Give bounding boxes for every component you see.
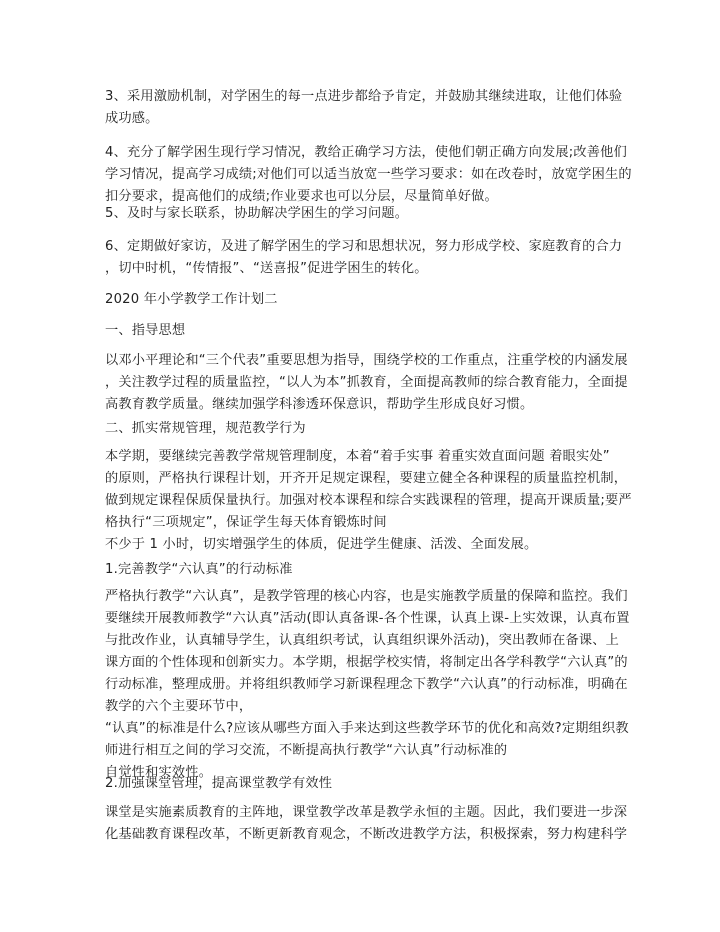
text-line: 本学期，要继续完善教学常规管理制度，本着“着手实事 着重实效直面问题 着眼实处” [105,449,610,464]
text-line: 师进行相互之间的学习交流，不断提高执行教学“六认真”行动标准的 [105,743,508,758]
text-line: 扣分要求，提高他们的成绩;作业要求也可以分层，尽量简单好做。 [105,189,498,204]
subheading-six-earnest-standards: 1.完善教学“六认真”的行动标准 [105,562,293,577]
paragraph-six-earnest [105,586,630,784]
text-line: 成功感。 [105,111,159,126]
text-line: “认真”的标准是什么?应该从哪些方面入手来达到这些教学环节的优化和高效?定期组织教 [105,721,629,736]
text-line: 学习情况，提高学习成绩;对他们可以适当放宽一些学习要求：如在改卷时，放宽学困生的 [105,167,632,182]
text-line: ，关注教学过程的质量监控，“以人为本”抓教育，全面提高教师的综合教育能力，全面提 [105,375,628,390]
text-line: 化基础教育课程改革，不断更新教育观念，不断改进教学方法，积极探索，努力构建科学 [105,827,628,842]
text-line: 以邓小平理论和“三个代表”重要思想为指导，围绕学校的工作重点，注重学校的内涵发展 [105,353,628,368]
section-heading-routine-management: 二、抓实常规管理，规范教学行为 [105,421,306,436]
paragraph-classroom-management [105,802,628,846]
subheading-classroom-management: 2.加强课堂管理，提高课堂教学有效性 [105,776,333,791]
text-line: 与批改作业，认真辅导学生，认真组织考试，认真组织课外活动)，突出教师在备课、上 [105,633,620,648]
document-title: 2020 年小学教学工作计划二 [105,292,278,307]
paragraph-home-visits [105,236,623,280]
text-line: 要继续开展教师教学“六认真”活动(即认真备课-各个性课，认真上课-上实效课，认真布置 [105,611,630,626]
text-line: 4、充分了解学困生现行学习情况，教给正确学习方法，使他们朝正确方向发展;改善他们 [105,145,627,160]
text-line: 6、定期做好家访，及进了解学困生的学习和思想状况，努力形成学校、家庭教育的合力 [105,239,623,254]
paragraph-contact-parents [105,203,620,225]
paragraph-understand-students [105,142,632,208]
paragraph-routine-management [105,446,632,556]
paragraph-incentive [105,86,623,130]
text-line: 做到规定课程保质保量执行。加强对校本课程和综合实践课程的管理，提高开课质量;要严 [105,493,632,508]
text-line: 高教育教学质量。继续加强学科渗透环保意识，帮助学生形成良好习惯。 [105,397,534,412]
text-line: 格执行“三项规定”，保证学生每天体育锻炼时间 [105,515,387,530]
text-line: 课方面的个性体现和创新实力。本学期，根据学校实情，将制定出各学科教学“六认真”的 [105,655,628,670]
paragraph-guiding-ideology [105,350,628,416]
text-line: 严格执行教学“六认真”，是教学管理的核心内容，也是实施教学质量的保障和监控。我们 [105,589,628,604]
text-line: 的原则，严格执行课程计划，开齐开足规定课程，要建立健全各种课程的质量监控机制， [105,471,628,486]
text-line: ，切中时机，“传情报”、“送喜报”促进学困生的转化。 [105,261,428,276]
text-line: 教学的六个主要环节中， [105,699,253,714]
text-line: 行动标准，整理成册。并将组织教师学习新课程理念下教学“六认真”的行动标准，明确在 [105,677,628,692]
section-heading-guiding-ideology: 一、指导思想 [105,323,186,338]
text-line: 自觉性和实效性。 [105,765,213,780]
text-line: 3、采用激励机制，对学困生的每一点进步都给予肯定，并鼓励其继续进取，让他们体验 [105,89,623,104]
text-line: 5、及时与家长联系，协助解决学困生的学习问题。 [105,206,409,221]
text-line: 不少于 1 小时，切实增强学生的体质，促进学生健康、活泼、全面发展。 [105,537,538,552]
text-line: 课堂是实施素质教育的主阵地，课堂教学改革是教学永恒的主题。因此，我们要进一步深 [105,805,628,820]
